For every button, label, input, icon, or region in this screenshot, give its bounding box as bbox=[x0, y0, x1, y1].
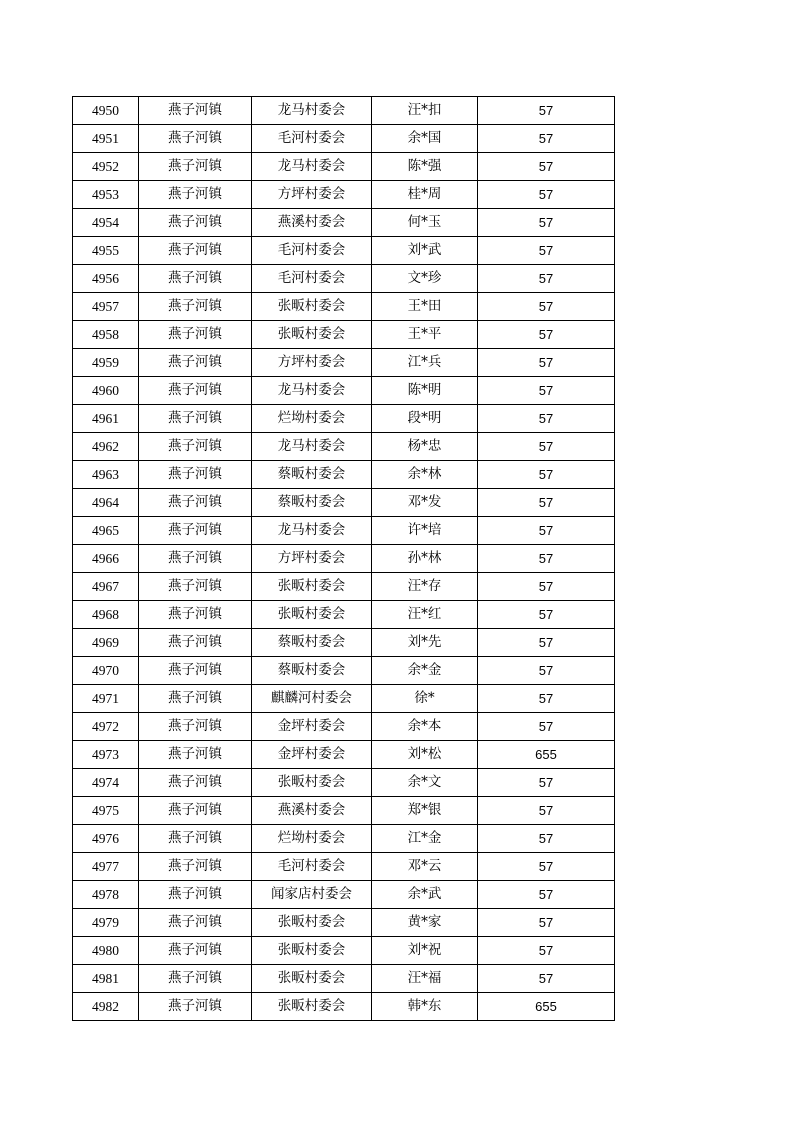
cell-village: 方坪村委会 bbox=[252, 349, 372, 377]
cell-name: 余*林 bbox=[372, 461, 478, 489]
cell-id: 4964 bbox=[73, 489, 139, 517]
cell-village: 张畈村委会 bbox=[252, 769, 372, 797]
cell-amount: 57 bbox=[478, 713, 615, 741]
cell-amount: 655 bbox=[478, 741, 615, 769]
cell-name: 郑*银 bbox=[372, 797, 478, 825]
cell-amount: 57 bbox=[478, 433, 615, 461]
table-row bbox=[73, 321, 615, 349]
cell-name: 江*金 bbox=[372, 825, 478, 853]
table-row bbox=[73, 153, 615, 181]
cell-town: 燕子河镇 bbox=[139, 629, 252, 657]
cell-village: 张畈村委会 bbox=[252, 937, 372, 965]
cell-name: 刘*武 bbox=[372, 237, 478, 265]
cell-name: 余*金 bbox=[372, 657, 478, 685]
cell-id: 4969 bbox=[73, 629, 139, 657]
cell-name: 邓*发 bbox=[372, 489, 478, 517]
cell-amount: 57 bbox=[478, 489, 615, 517]
cell-town: 燕子河镇 bbox=[139, 601, 252, 629]
cell-amount: 57 bbox=[478, 517, 615, 545]
table-row bbox=[73, 433, 615, 461]
cell-amount: 57 bbox=[478, 881, 615, 909]
cell-name: 桂*周 bbox=[372, 181, 478, 209]
cell-amount: 57 bbox=[478, 321, 615, 349]
table-row bbox=[73, 629, 615, 657]
cell-amount: 57 bbox=[478, 209, 615, 237]
cell-id: 4953 bbox=[73, 181, 139, 209]
cell-town: 燕子河镇 bbox=[139, 573, 252, 601]
table-row bbox=[73, 265, 615, 293]
cell-amount: 57 bbox=[478, 601, 615, 629]
cell-village: 张畈村委会 bbox=[252, 909, 372, 937]
cell-name: 文*珍 bbox=[372, 265, 478, 293]
table-row bbox=[73, 573, 615, 601]
cell-id: 4954 bbox=[73, 209, 139, 237]
table-row bbox=[73, 797, 615, 825]
cell-id: 4955 bbox=[73, 237, 139, 265]
cell-id: 4958 bbox=[73, 321, 139, 349]
cell-village: 金坪村委会 bbox=[252, 741, 372, 769]
table-row bbox=[73, 741, 615, 769]
cell-name: 余*本 bbox=[372, 713, 478, 741]
cell-town: 燕子河镇 bbox=[139, 853, 252, 881]
cell-id: 4970 bbox=[73, 657, 139, 685]
cell-id: 4971 bbox=[73, 685, 139, 713]
cell-amount: 57 bbox=[478, 237, 615, 265]
cell-id: 4980 bbox=[73, 937, 139, 965]
cell-village: 张畈村委会 bbox=[252, 601, 372, 629]
cell-id: 4978 bbox=[73, 881, 139, 909]
cell-village: 张畈村委会 bbox=[252, 293, 372, 321]
table-row bbox=[73, 601, 615, 629]
table-row bbox=[73, 909, 615, 937]
cell-amount: 57 bbox=[478, 629, 615, 657]
table-row bbox=[73, 545, 615, 573]
table-row bbox=[73, 993, 615, 1021]
cell-village: 蔡畈村委会 bbox=[252, 461, 372, 489]
cell-id: 4982 bbox=[73, 993, 139, 1021]
cell-id: 4966 bbox=[73, 545, 139, 573]
cell-name: 何*玉 bbox=[372, 209, 478, 237]
data-table bbox=[72, 96, 615, 1021]
cell-town: 燕子河镇 bbox=[139, 321, 252, 349]
cell-amount: 57 bbox=[478, 937, 615, 965]
cell-name: 汪*福 bbox=[372, 965, 478, 993]
cell-town: 燕子河镇 bbox=[139, 545, 252, 573]
cell-id: 4979 bbox=[73, 909, 139, 937]
cell-town: 燕子河镇 bbox=[139, 433, 252, 461]
cell-amount: 57 bbox=[478, 153, 615, 181]
cell-id: 4965 bbox=[73, 517, 139, 545]
cell-name: 王*平 bbox=[372, 321, 478, 349]
cell-name: 黄*家 bbox=[372, 909, 478, 937]
cell-town: 燕子河镇 bbox=[139, 153, 252, 181]
cell-town: 燕子河镇 bbox=[139, 713, 252, 741]
table-body bbox=[73, 97, 615, 1021]
cell-town: 燕子河镇 bbox=[139, 405, 252, 433]
table-row bbox=[73, 125, 615, 153]
cell-village: 张畈村委会 bbox=[252, 965, 372, 993]
table-row bbox=[73, 209, 615, 237]
cell-town: 燕子河镇 bbox=[139, 685, 252, 713]
cell-name: 汪*扣 bbox=[372, 97, 478, 125]
cell-name: 余*武 bbox=[372, 881, 478, 909]
cell-village: 蔡畈村委会 bbox=[252, 629, 372, 657]
cell-amount: 57 bbox=[478, 181, 615, 209]
cell-village: 蔡畈村委会 bbox=[252, 489, 372, 517]
cell-id: 4961 bbox=[73, 405, 139, 433]
cell-name: 汪*存 bbox=[372, 573, 478, 601]
cell-amount: 57 bbox=[478, 657, 615, 685]
cell-town: 燕子河镇 bbox=[139, 909, 252, 937]
cell-town: 燕子河镇 bbox=[139, 377, 252, 405]
cell-town: 燕子河镇 bbox=[139, 657, 252, 685]
table-row bbox=[73, 237, 615, 265]
cell-amount: 57 bbox=[478, 377, 615, 405]
cell-amount: 57 bbox=[478, 125, 615, 153]
cell-id: 4963 bbox=[73, 461, 139, 489]
cell-village: 张畈村委会 bbox=[252, 321, 372, 349]
cell-village: 毛河村委会 bbox=[252, 125, 372, 153]
cell-amount: 57 bbox=[478, 965, 615, 993]
cell-village: 麒麟河村委会 bbox=[252, 685, 372, 713]
cell-village: 龙马村委会 bbox=[252, 433, 372, 461]
cell-id: 4962 bbox=[73, 433, 139, 461]
cell-village: 方坪村委会 bbox=[252, 181, 372, 209]
table-row bbox=[73, 517, 615, 545]
cell-amount: 57 bbox=[478, 405, 615, 433]
table-row bbox=[73, 293, 615, 321]
table-row bbox=[73, 97, 615, 125]
cell-name: 许*培 bbox=[372, 517, 478, 545]
cell-village: 方坪村委会 bbox=[252, 545, 372, 573]
cell-town: 燕子河镇 bbox=[139, 741, 252, 769]
cell-name: 邓*云 bbox=[372, 853, 478, 881]
table-row bbox=[73, 685, 615, 713]
cell-amount: 57 bbox=[478, 293, 615, 321]
cell-amount: 655 bbox=[478, 993, 615, 1021]
cell-amount: 57 bbox=[478, 825, 615, 853]
cell-village: 龙马村委会 bbox=[252, 97, 372, 125]
table-row bbox=[73, 825, 615, 853]
cell-village: 龙马村委会 bbox=[252, 377, 372, 405]
cell-town: 燕子河镇 bbox=[139, 209, 252, 237]
cell-village: 毛河村委会 bbox=[252, 265, 372, 293]
cell-village: 燕溪村委会 bbox=[252, 209, 372, 237]
cell-village: 闻家店村委会 bbox=[252, 881, 372, 909]
cell-town: 燕子河镇 bbox=[139, 461, 252, 489]
cell-amount: 57 bbox=[478, 97, 615, 125]
table-row bbox=[73, 377, 615, 405]
table-row bbox=[73, 405, 615, 433]
cell-id: 4956 bbox=[73, 265, 139, 293]
table-row bbox=[73, 853, 615, 881]
cell-village: 蔡畈村委会 bbox=[252, 657, 372, 685]
cell-id: 4951 bbox=[73, 125, 139, 153]
cell-name: 陈*强 bbox=[372, 153, 478, 181]
cell-village: 张畈村委会 bbox=[252, 993, 372, 1021]
cell-town: 燕子河镇 bbox=[139, 293, 252, 321]
table-row bbox=[73, 881, 615, 909]
table-row bbox=[73, 349, 615, 377]
cell-town: 燕子河镇 bbox=[139, 965, 252, 993]
cell-id: 4950 bbox=[73, 97, 139, 125]
cell-amount: 57 bbox=[478, 853, 615, 881]
cell-town: 燕子河镇 bbox=[139, 937, 252, 965]
table-row bbox=[73, 937, 615, 965]
cell-amount: 57 bbox=[478, 461, 615, 489]
cell-name: 余*国 bbox=[372, 125, 478, 153]
cell-amount: 57 bbox=[478, 265, 615, 293]
cell-village: 张畈村委会 bbox=[252, 573, 372, 601]
cell-id: 4959 bbox=[73, 349, 139, 377]
cell-amount: 57 bbox=[478, 545, 615, 573]
cell-name: 江*兵 bbox=[372, 349, 478, 377]
cell-id: 4973 bbox=[73, 741, 139, 769]
cell-town: 燕子河镇 bbox=[139, 97, 252, 125]
cell-town: 燕子河镇 bbox=[139, 265, 252, 293]
cell-village: 龙马村委会 bbox=[252, 153, 372, 181]
table-row bbox=[73, 489, 615, 517]
cell-town: 燕子河镇 bbox=[139, 237, 252, 265]
table-row bbox=[73, 461, 615, 489]
cell-village: 毛河村委会 bbox=[252, 853, 372, 881]
cell-name: 孙*林 bbox=[372, 545, 478, 573]
cell-name: 徐* bbox=[372, 685, 478, 713]
cell-name: 段*明 bbox=[372, 405, 478, 433]
cell-id: 4967 bbox=[73, 573, 139, 601]
cell-id: 4960 bbox=[73, 377, 139, 405]
cell-village: 燕溪村委会 bbox=[252, 797, 372, 825]
cell-amount: 57 bbox=[478, 797, 615, 825]
cell-name: 陈*明 bbox=[372, 377, 478, 405]
cell-amount: 57 bbox=[478, 909, 615, 937]
cell-town: 燕子河镇 bbox=[139, 517, 252, 545]
cell-village: 烂坳村委会 bbox=[252, 405, 372, 433]
cell-id: 4976 bbox=[73, 825, 139, 853]
cell-name: 刘*松 bbox=[372, 741, 478, 769]
cell-id: 4977 bbox=[73, 853, 139, 881]
cell-village: 龙马村委会 bbox=[252, 517, 372, 545]
cell-name: 刘*祝 bbox=[372, 937, 478, 965]
table-row bbox=[73, 965, 615, 993]
table-row bbox=[73, 769, 615, 797]
cell-name: 杨*忠 bbox=[372, 433, 478, 461]
table-row bbox=[73, 181, 615, 209]
cell-name: 王*田 bbox=[372, 293, 478, 321]
cell-town: 燕子河镇 bbox=[139, 181, 252, 209]
cell-town: 燕子河镇 bbox=[139, 125, 252, 153]
cell-id: 4981 bbox=[73, 965, 139, 993]
cell-name: 余*文 bbox=[372, 769, 478, 797]
cell-town: 燕子河镇 bbox=[139, 489, 252, 517]
cell-amount: 57 bbox=[478, 769, 615, 797]
cell-amount: 57 bbox=[478, 573, 615, 601]
table-row bbox=[73, 657, 615, 685]
cell-amount: 57 bbox=[478, 685, 615, 713]
cell-village: 金坪村委会 bbox=[252, 713, 372, 741]
cell-id: 4972 bbox=[73, 713, 139, 741]
cell-village: 毛河村委会 bbox=[252, 237, 372, 265]
cell-town: 燕子河镇 bbox=[139, 825, 252, 853]
cell-id: 4957 bbox=[73, 293, 139, 321]
cell-town: 燕子河镇 bbox=[139, 349, 252, 377]
cell-id: 4952 bbox=[73, 153, 139, 181]
cell-village: 烂坳村委会 bbox=[252, 825, 372, 853]
cell-id: 4975 bbox=[73, 797, 139, 825]
cell-town: 燕子河镇 bbox=[139, 797, 252, 825]
cell-amount: 57 bbox=[478, 349, 615, 377]
cell-town: 燕子河镇 bbox=[139, 881, 252, 909]
cell-id: 4974 bbox=[73, 769, 139, 797]
cell-name: 韩*东 bbox=[372, 993, 478, 1021]
cell-town: 燕子河镇 bbox=[139, 993, 252, 1021]
cell-name: 刘*先 bbox=[372, 629, 478, 657]
cell-id: 4968 bbox=[73, 601, 139, 629]
table-row bbox=[73, 713, 615, 741]
cell-name: 汪*红 bbox=[372, 601, 478, 629]
cell-town: 燕子河镇 bbox=[139, 769, 252, 797]
